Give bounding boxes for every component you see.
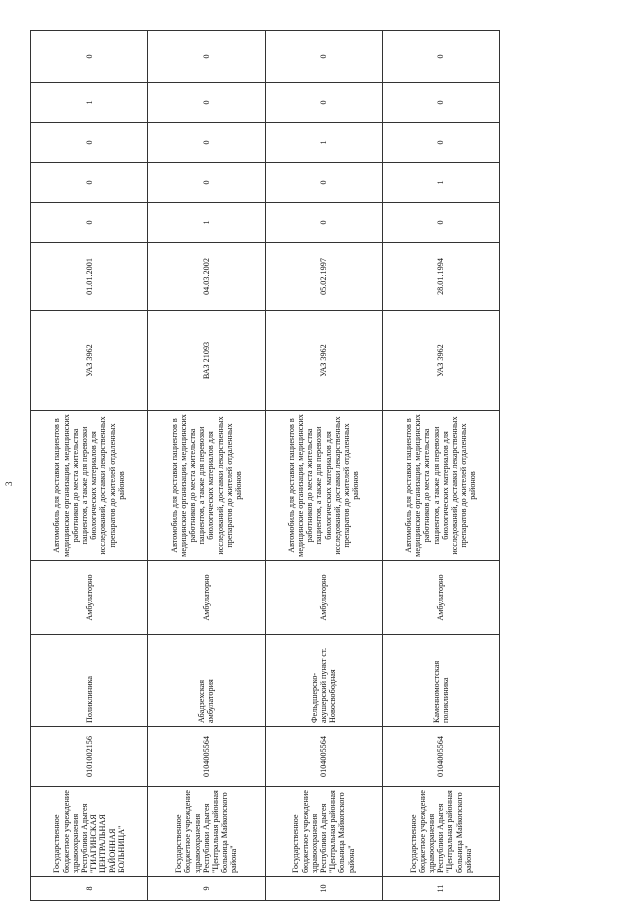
care-mode-cell: Амбулаторно [265, 561, 382, 635]
unit-cell: Поликлиника [31, 635, 148, 727]
date-cell: 28.01.1994 [382, 243, 499, 311]
vehicle-table-container [30, 31, 500, 901]
purpose-cell: Автомобиль для доставки пациентов в медицинские организации, медицинских работников до места жительства пациентов, а также для перевозки биологических материалов для исследований, доставки лекарственных препаратов до жителей отдаленных районов [382, 411, 499, 561]
count-cell-5: 0 [148, 31, 265, 83]
row-number-cell: 10 [265, 877, 382, 901]
vehicle-model-cell: УАЗ 3962 [265, 311, 382, 411]
vehicle-table [30, 30, 500, 901]
count-cell-5: 0 [382, 31, 499, 83]
purpose-cell: Автомобиль для доставки пациентов в медицинские организации, медицинских работников до места жительства пациентов, а также для перевозки биологических материалов для исследований, доставки лекарственных препаратов до жителей отдаленных районов [265, 411, 382, 561]
date-cell: 04.03.2002 [148, 243, 265, 311]
count-cell-3: 1 [265, 123, 382, 163]
count-cell-3: 0 [31, 123, 148, 163]
inn-cell: 0104005564 [265, 727, 382, 787]
vehicle-model-cell: УАЗ 3962 [382, 311, 499, 411]
organization-cell: Государственное бюджетное учреждение здравоохранения Республики Адыгея "Центральная районная больница Майкопского района" [148, 787, 265, 877]
row-number-cell: 8 [31, 877, 148, 901]
count-cell-3: 0 [148, 123, 265, 163]
row-number-cell: 9 [148, 877, 265, 901]
count-cell-5: 0 [31, 31, 148, 83]
date-cell: 01.01.2001 [31, 243, 148, 311]
count-cell-2: 0 [31, 163, 148, 203]
vehicle-model-cell: ВАЗ 21093 [148, 311, 265, 411]
unit-cell: Каменномостская поликлиника [382, 635, 499, 727]
count-cell-4: 1 [31, 83, 148, 123]
date-cell: 05.02.1997 [265, 243, 382, 311]
purpose-cell: Автомобиль для доставки пациентов в медицинские организации, медицинских работников до места жительства пациентов, а также для перевозки биологических материалов для исследований, доставки лекарственных препаратов до жителей отдаленных районов [31, 411, 148, 561]
inn-cell: 0101002156 [31, 727, 148, 787]
count-cell-2: 0 [148, 163, 265, 203]
table-body [31, 31, 500, 901]
table-row [31, 31, 148, 901]
table-row [148, 31, 265, 901]
vehicle-model-cell: УАЗ 3962 [31, 311, 148, 411]
purpose-cell: Автомобиль для доставки пациентов в медицинские организации, медицинских работников до места жительства пациентов, а также для перевозки биологических материалов для исследований, доставки лекарственных препаратов до жителей отдаленных районов [148, 411, 265, 561]
care-mode-cell: Амбулаторно [382, 561, 499, 635]
care-mode-cell: Амбулаторно [31, 561, 148, 635]
organization-cell: Государственное бюджетное учреждение здравоохранения Республики Адыгея "Центральная районная больница Майкопского района" [265, 787, 382, 877]
care-mode-cell: Амбулаторно [148, 561, 265, 635]
count-cell-4: 0 [265, 83, 382, 123]
table-row [382, 31, 499, 901]
inn-cell: 0104005564 [382, 727, 499, 787]
count-cell-1: 0 [31, 203, 148, 243]
row-number-cell: 11 [382, 877, 499, 901]
count-cell-1: 1 [148, 203, 265, 243]
count-cell-1: 0 [382, 203, 499, 243]
page-number: 3 [4, 481, 14, 486]
count-cell-2: 0 [265, 163, 382, 203]
unit-cell: Абадзехская амбулатория [148, 635, 265, 727]
count-cell-2: 1 [382, 163, 499, 203]
unit-cell: Фельдшерско-акушерский пункт ст. Новосвободная [265, 635, 382, 727]
table-row [265, 31, 382, 901]
count-cell-4: 0 [382, 83, 499, 123]
count-cell-5: 0 [265, 31, 382, 83]
organization-cell: Государственное бюджетное учреждение здравоохранения Республики Адыгея "Центральная районная больница Майкопского района" [382, 787, 499, 877]
count-cell-1: 0 [265, 203, 382, 243]
organization-cell: Государственное бюджетное учреждение здравоохранения Республики Адыгея "ГИАГИНСКАЯ ЦЕНТРАЛЬНАЯ РАЙОННАЯ БОЛЬНИЦА" [31, 787, 148, 877]
inn-cell: 0104005564 [148, 727, 265, 787]
count-cell-4: 0 [148, 83, 265, 123]
count-cell-3: 0 [382, 123, 499, 163]
